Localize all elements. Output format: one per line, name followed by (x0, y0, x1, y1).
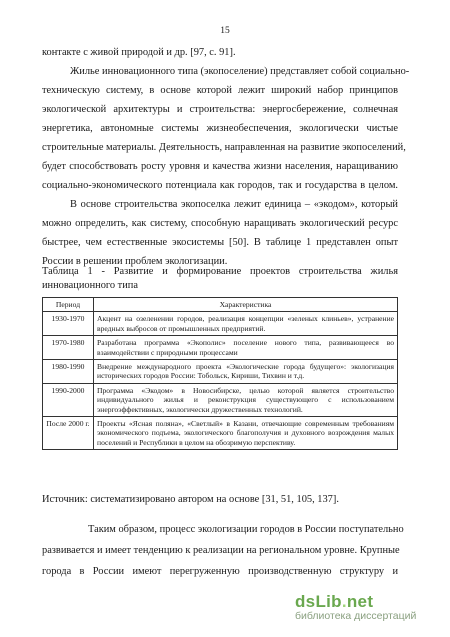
table-row (43, 417, 398, 450)
text-line: Жилье инновационного типа (экопоселение) представляет собой социально- (70, 66, 410, 77)
text-line: энергетика, автономные системы жизнеобеспечения, экологически чистые (42, 123, 398, 134)
table-header-row (43, 298, 398, 312)
period-cell: После 2000 г. (43, 417, 94, 450)
watermark-subtitle: библиотека диссертаций (295, 610, 417, 622)
table-caption: инновационного типа (42, 280, 138, 291)
text-line: социально-экономического потенциала как городов, так и государства в целом. (42, 180, 398, 191)
table-row (43, 383, 398, 416)
description-cell: Внедрение международного проекта «Экологические города будущего»: экологизация исторических городов России: Тобольск, Кириши, Тихвин и т.д. (94, 360, 398, 384)
text-line: России в решении проблем экологизации. (42, 256, 228, 267)
data-table (42, 297, 398, 450)
table-row (43, 336, 398, 360)
page-number: 15 (220, 26, 230, 36)
description-cell: Разработана программа «Экополис» поселение нового типа, развивающееся во взаимодействии с природными процессами (94, 336, 398, 360)
period-cell: 1990-2000 (43, 383, 94, 416)
description-cell: Программа «Экодом» в Новосибирске, целью которой является строительство индивидуального жилья и реконструкция существующего с использованием энергоэффективных, экологически дружественных технологий. (94, 383, 398, 416)
text-line: города в России имеют перегруженную производственную структуру и (42, 566, 398, 577)
text-line: строительные материалы. Деятельность, направленная на развитие экопоселений, (42, 142, 406, 153)
description-cell: Акцент на озеленении городов, реализация концепции «зеленых клиньев», устранение вредных выбросов от промышленных предприятий. (94, 312, 398, 336)
watermark (295, 592, 445, 622)
text-line: развивается и имеет тенденцию к реализации на региональном уровне. Крупные (42, 545, 400, 556)
period-cell: 1930-1970 (43, 312, 94, 336)
text-line: Таким образом, процесс экологизации городов в России поступательно (88, 524, 404, 535)
table-source: Источник: систематизировано автором на основе [31, 51, 105, 137]. (42, 494, 339, 505)
column-header: Характеристика (94, 298, 398, 312)
description-cell: Проекты «Ясная поляна», «Светлый» в Казани, отвечающие современным требованиям экономического подъема, экологического благополучия и духовного возрождения малых поселений и Республики в целом на обозримую перспективу. (94, 417, 398, 450)
period-cell: 1970-1980 (43, 336, 94, 360)
text-line: В основе строительства экопоселка лежит единица – «экодом», который (70, 199, 398, 210)
text-line: контакте с живой природой и др. [97, с. 91]. (42, 47, 236, 58)
text-line: техническую систему, в основе которой лежит широкий набор принципов (42, 85, 398, 96)
table-row (43, 312, 398, 336)
column-header: Период (43, 298, 94, 312)
text-line: быстрее, чем естественные экосистемы [50]. В таблице 1 представлен опыт (42, 237, 398, 248)
watermark-logo-part: net (346, 592, 374, 611)
watermark-logo (295, 592, 445, 612)
watermark-logo-dot: . (341, 592, 347, 611)
text-line: экологической архитектуры и строительства: энергосбережение, солнечная (42, 104, 398, 115)
period-cell: 1980-1990 (43, 360, 94, 384)
text-line: будет способствовать росту уровня и качества жизни населения, наращиванию (42, 161, 398, 172)
watermark-logo-part: dsLib (295, 592, 342, 611)
table-caption: Таблица 1 - Развитие и формирование проектов строительства жилья (42, 266, 398, 277)
text-line: можно определить, как систему, способную наращивать экологический ресурс (42, 218, 398, 229)
table-row (43, 360, 398, 384)
